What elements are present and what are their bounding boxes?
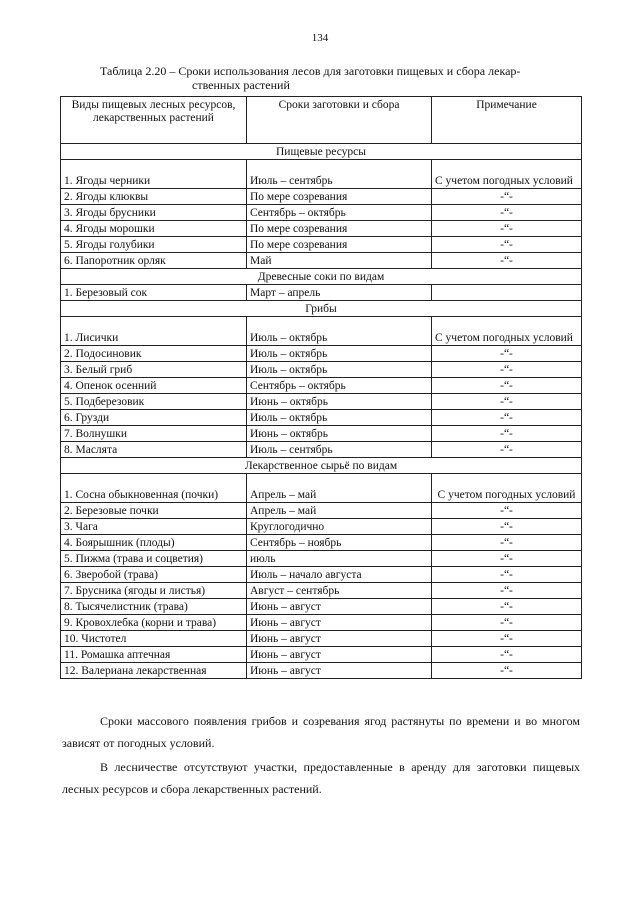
cell-species: 6. Зверобой (трава)	[61, 567, 247, 583]
table-row	[61, 442, 582, 458]
table-row	[61, 378, 582, 394]
cell-note: -“-	[432, 583, 582, 599]
header-note: Примечание	[432, 97, 582, 144]
cell-period: Июнь – август	[247, 615, 432, 631]
cell-period: Июнь – август	[247, 599, 432, 615]
cell-note: -“-	[432, 205, 582, 221]
cell-species: 4. Боярышник (плоды)	[61, 535, 247, 551]
cell-species: 1. Березовый сок	[61, 285, 247, 301]
section-row	[61, 301, 582, 317]
section-row	[61, 458, 582, 474]
header-species: Виды пищевых лесных ресурсов, лекарственных растений	[61, 97, 247, 144]
cell-species: 9. Кровохлебка (корни и трава)	[61, 615, 247, 631]
table-row	[61, 160, 582, 189]
cell-species: 7. Волнушки	[61, 426, 247, 442]
cell-period: Сентябрь – ноябрь	[247, 535, 432, 551]
caption-line-2: ственных растений	[192, 78, 290, 92]
cell-period: Март – апрель	[247, 285, 432, 301]
cell-species: 5. Пижма (трава и соцветия)	[61, 551, 247, 567]
table-row	[61, 410, 582, 426]
cell-period: По мере созревания	[247, 221, 432, 237]
cell-note: -“-	[432, 567, 582, 583]
paragraph-1-text: Сроки массового появления грибов и созревания ягод растянуты по времени и во многом зависят от погодных условий.	[62, 714, 580, 750]
cell-period: Июль – октябрь	[247, 346, 432, 362]
cell-period: Июль – начало августа	[247, 567, 432, 583]
table-row	[61, 474, 582, 503]
table-row	[61, 285, 582, 301]
cell-period: Июль – октябрь	[247, 317, 432, 346]
cell-note: -“-	[432, 647, 582, 663]
cell-species: 6. Грузди	[61, 410, 247, 426]
cell-note: -“-	[432, 519, 582, 535]
table-row	[61, 535, 582, 551]
section-title: Пищевые ресурсы	[61, 144, 582, 160]
cell-species: 7. Брусника (ягоды и листья)	[61, 583, 247, 599]
cell-note: -“-	[432, 426, 582, 442]
table-row	[61, 663, 582, 679]
cell-species: 10. Чистотел	[61, 631, 247, 647]
table-row	[61, 253, 582, 269]
cell-species: 12. Валериана лекарственная	[61, 663, 247, 679]
cell-period: Сентябрь – октябрь	[247, 205, 432, 221]
cell-species: 4. Ягоды морошки	[61, 221, 247, 237]
cell-period: Июль – октябрь	[247, 410, 432, 426]
cell-note: -“-	[432, 410, 582, 426]
section-title: Лекарственное сырьё по видам	[61, 458, 582, 474]
cell-period: Июнь – август	[247, 647, 432, 663]
cell-note: -“-	[432, 237, 582, 253]
cell-note: -“-	[432, 189, 582, 205]
cell-species: 1. Сосна обыкновенная (почки)	[61, 474, 247, 503]
cell-species: 2. Березовые почки	[61, 503, 247, 519]
section-title: Грибы	[61, 301, 582, 317]
cell-species: 1. Ягоды черники	[61, 160, 247, 189]
table-row	[61, 394, 582, 410]
cell-species: 1. Лисички	[61, 317, 247, 346]
cell-species: 3. Ягоды брусники	[61, 205, 247, 221]
table-row	[61, 362, 582, 378]
resources-table	[60, 96, 582, 679]
cell-species: 6. Папоротник орляк	[61, 253, 247, 269]
cell-species: 2. Подосиновик	[61, 346, 247, 362]
table-row	[61, 426, 582, 442]
section-row	[61, 144, 582, 160]
cell-note: -“-	[432, 663, 582, 679]
paragraph-1	[62, 710, 580, 754]
cell-note: -“-	[432, 631, 582, 647]
cell-species: 3. Чага	[61, 519, 247, 535]
cell-period: Июнь – август	[247, 631, 432, 647]
table-row	[61, 631, 582, 647]
cell-species: 4. Опенок осенний	[61, 378, 247, 394]
cell-period: Круглогодично	[247, 519, 432, 535]
table-row	[61, 317, 582, 346]
table-row	[61, 346, 582, 362]
table-row	[61, 503, 582, 519]
cell-note: С учетом погодных условий	[432, 317, 582, 346]
cell-period: Июль – сентябрь	[247, 160, 432, 189]
paragraph-2	[62, 756, 580, 800]
cell-note: -“-	[432, 551, 582, 567]
table-row	[61, 647, 582, 663]
cell-note: -“-	[432, 599, 582, 615]
cell-period: Август – сентябрь	[247, 583, 432, 599]
cell-note	[432, 285, 582, 301]
section-row	[61, 269, 582, 285]
table-row	[61, 551, 582, 567]
cell-note: -“-	[432, 503, 582, 519]
table-row	[61, 221, 582, 237]
paragraph-2-text: В лесничестве отсутствуют участки, предоставленные в аренду для заготовки пищевых лесных ресурсов и сбора лекарственных растений.	[62, 760, 580, 796]
cell-note: -“-	[432, 362, 582, 378]
table-row	[61, 237, 582, 253]
cell-period: Апрель – май	[247, 474, 432, 503]
cell-period: июль	[247, 551, 432, 567]
cell-note: -“-	[432, 442, 582, 458]
cell-period: По мере созревания	[247, 237, 432, 253]
table-row	[61, 205, 582, 221]
table-row	[61, 583, 582, 599]
cell-note: -“-	[432, 378, 582, 394]
cell-species: 8. Тысячелистник (трава)	[61, 599, 247, 615]
header-period: Сроки заготовки и сбора	[247, 97, 432, 144]
page-number: 134	[311, 32, 329, 44]
cell-note: -“-	[432, 535, 582, 551]
cell-note: -“-	[432, 615, 582, 631]
cell-note: -“-	[432, 394, 582, 410]
cell-note: -“-	[432, 253, 582, 269]
cell-note: С учетом погодных условий	[432, 474, 582, 503]
cell-period: Июль – октябрь	[247, 362, 432, 378]
cell-species: 5. Подберезовик	[61, 394, 247, 410]
cell-note: С учетом погодных условий	[432, 160, 582, 189]
cell-period: Июнь – август	[247, 663, 432, 679]
table-body	[61, 144, 582, 679]
table-header-row	[61, 97, 582, 144]
cell-period: Июнь – октябрь	[247, 394, 432, 410]
table-caption	[100, 64, 570, 92]
table-row	[61, 189, 582, 205]
table-row	[61, 519, 582, 535]
cell-period: Май	[247, 253, 432, 269]
table-row	[61, 567, 582, 583]
table-row	[61, 599, 582, 615]
caption-line-1: Таблица 2.20 – Сроки использования лесов для заготовки пищевых и сбора лекар-	[100, 64, 521, 78]
cell-period: Сентябрь – октябрь	[247, 378, 432, 394]
cell-note: -“-	[432, 221, 582, 237]
cell-period: Июнь – октябрь	[247, 426, 432, 442]
cell-species: 11. Ромашка аптечная	[61, 647, 247, 663]
section-title: Древесные соки по видам	[61, 269, 582, 285]
cell-species: 5. Ягоды голубики	[61, 237, 247, 253]
cell-species: 3. Белый гриб	[61, 362, 247, 378]
cell-period: Июль – сентябрь	[247, 442, 432, 458]
cell-period: Апрель – май	[247, 503, 432, 519]
cell-species: 2. Ягоды клюквы	[61, 189, 247, 205]
cell-note: -“-	[432, 346, 582, 362]
table-row	[61, 615, 582, 631]
cell-period: По мере созревания	[247, 189, 432, 205]
cell-species: 8. Маслята	[61, 442, 247, 458]
